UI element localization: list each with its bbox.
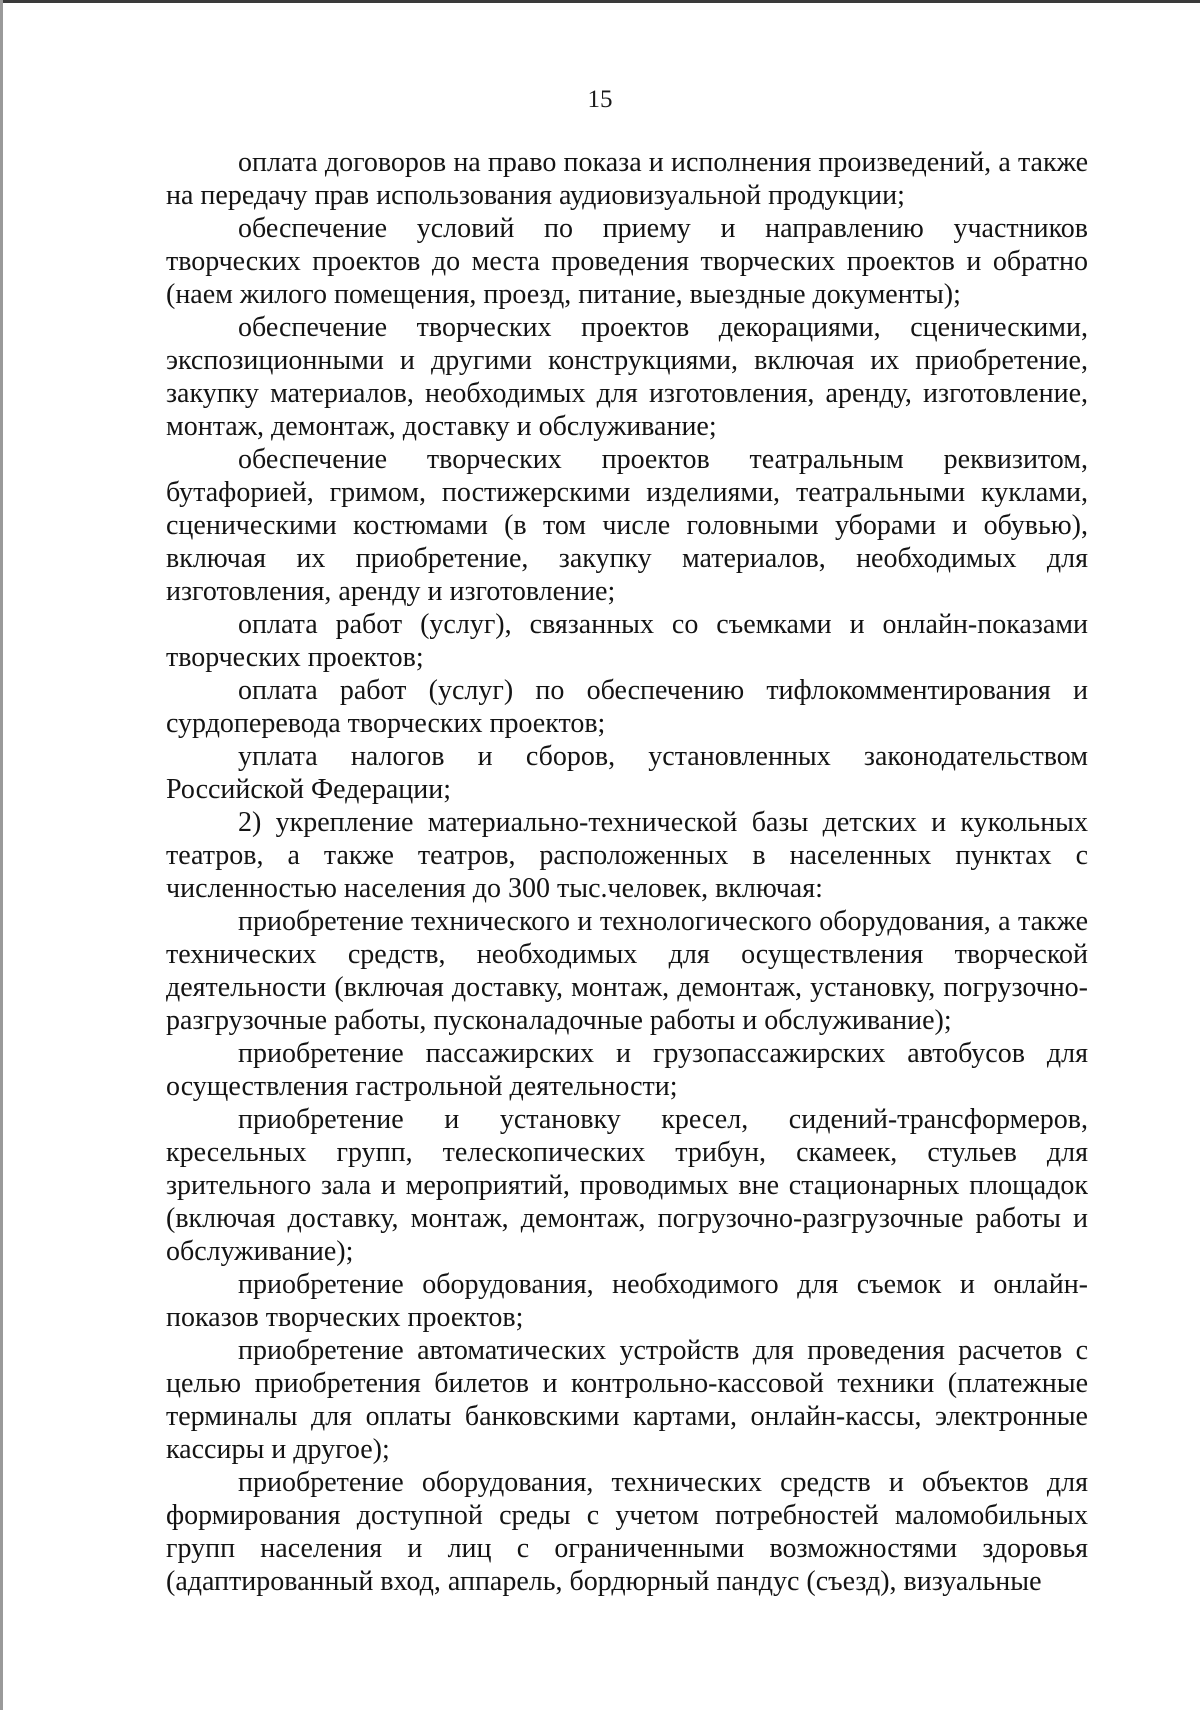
paragraph: приобретение и установку кресел, сидений-трансформеров, кресельных групп, телескопических трибун, скамеек, стульев для зрительного зала и мероприятий, проводимых вне стационарных площадок (включая доставку, монтаж, демонтаж, погрузочно-разгрузочные работы и обслуживание); (166, 1104, 1088, 1267)
paragraph: обеспечение творческих проектов декорациями, сценическими, экспозиционными и другими конструкциями, включая их приобретение, закупку материалов, необходимых для изготовления, аренду, изготовление, монтаж, демонтаж, доставку и обслуживание; (166, 312, 1088, 442)
paragraph: приобретение пассажирских и грузопассажирских автобусов для осуществления гастрольной деятельности; (166, 1038, 1088, 1102)
paragraph: 2) укрепление материально-технической базы детских и кукольных театров, а также театров, расположенных в населенных пунктах с численностью населения до 300 тыс.человек, включая: (166, 807, 1088, 904)
scan-edge-top (0, 0, 1200, 3)
paragraph: обеспечение творческих проектов театральным реквизитом, бутафорией, гримом, постижерскими изделиями, театральными куклами, сценическими костюмами (в том числе головными уборами и обувью), включая их приобретение, закупку материалов, необходимых для изготовления, аренду и изготовление; (166, 444, 1088, 607)
scan-edge-left (0, 0, 3, 1710)
paragraph: уплата налогов и сборов, установленных законодательством Российской Федерации; (166, 741, 1088, 805)
page-number: 15 (587, 86, 613, 113)
paragraph: оплата работ (услуг) по обеспечению тифлокомментирования и сурдоперевода творческих проектов; (166, 675, 1088, 739)
paragraph: оплата работ (услуг), связанных со съемками и онлайн-показами творческих проектов; (166, 609, 1088, 673)
document-body (166, 146, 1088, 1598)
paragraph: приобретение автоматических устройств для проведения расчетов с целью приобретения билетов и контрольно-кассовой техники (платежные терминалы для оплаты банковскими картами, онлайн-кассы, электронные кассиры и другое); (166, 1335, 1088, 1465)
paragraph: приобретение технического и технологического оборудования, а также технических средств, необходимых для осуществления творческой деятельности (включая доставку, монтаж, демонтаж, установку, погрузочно-разгрузочные работы, пусконаладочные работы и обслуживание); (166, 906, 1088, 1036)
paragraph: приобретение оборудования, необходимого для съемок и онлайн-показов творческих проектов; (166, 1269, 1088, 1333)
paragraph: обеспечение условий по приему и направлению участников творческих проектов до места проведения творческих проектов и обратно (наем жилого помещения, проезд, питание, выездные документы); (166, 213, 1088, 310)
paragraph: приобретение оборудования, технических средств и объектов для формирования доступной среды с учетом потребностей маломобильных групп населения и лиц с ограниченными возможностями здоровья (адаптированный вход, аппарель, бордюрный пандус (съезд), визуальные (166, 1467, 1088, 1597)
paragraph: оплата договоров на право показа и исполнения произведений, а также на передачу прав использования аудиовизуальной продукции; (166, 147, 1088, 211)
